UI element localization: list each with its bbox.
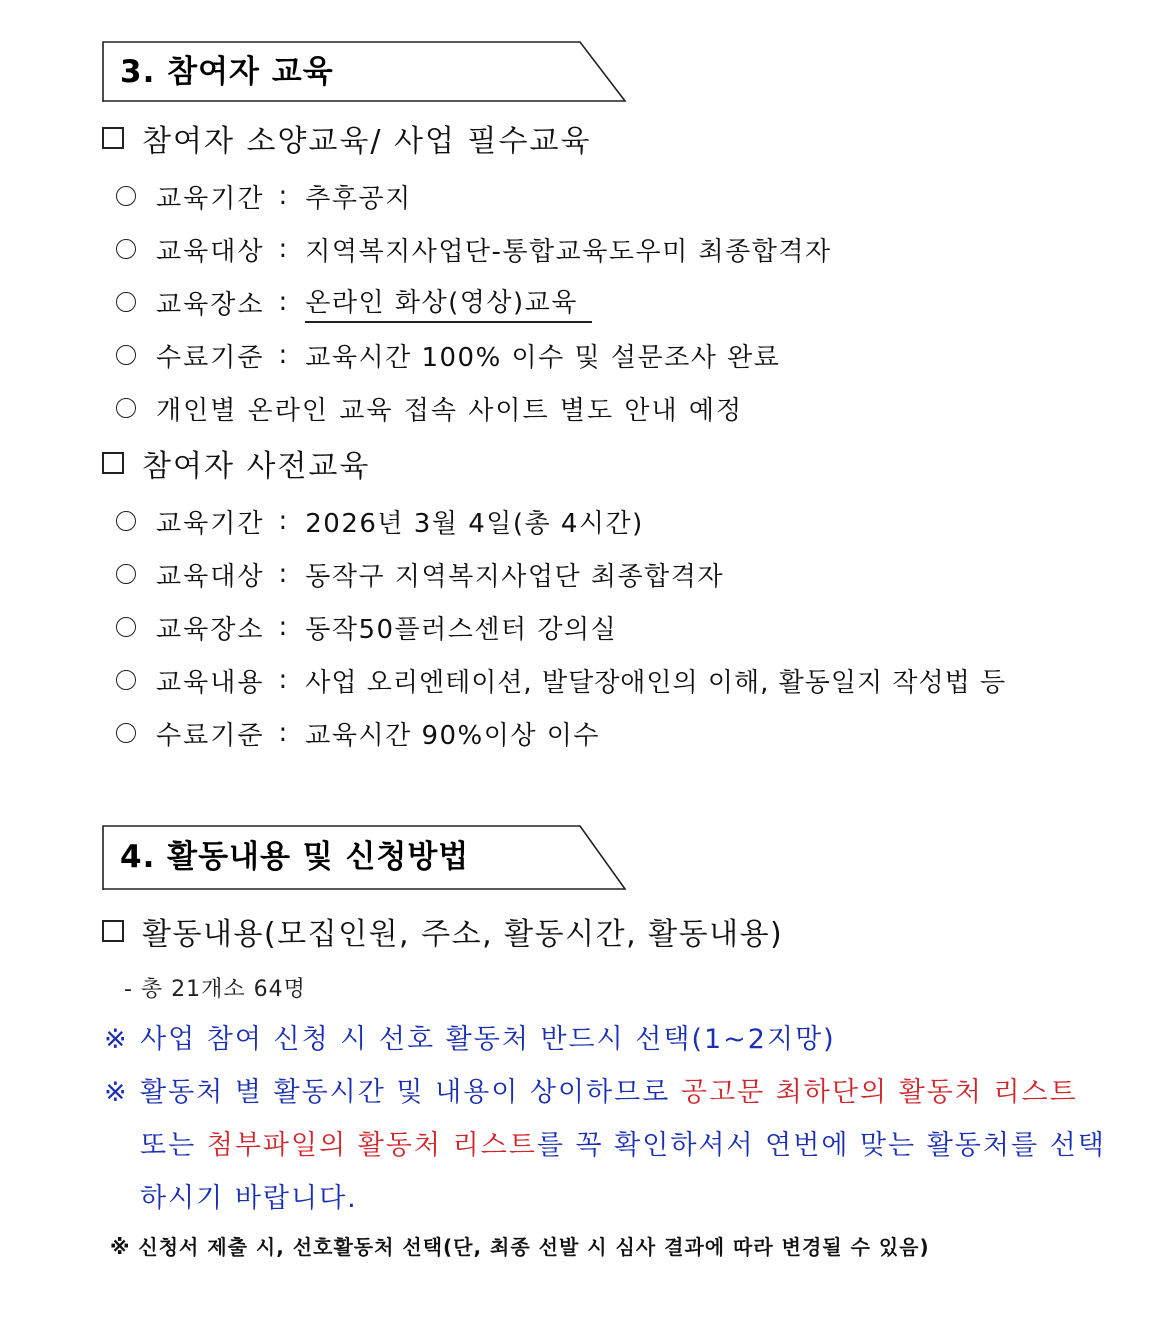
circle-bullet-icon [116,239,136,259]
section-3-title: 3. 참여자 교육 [120,54,334,90]
circle-bullet-icon [116,398,136,418]
notice-2-continued: 또는 첨부파일의 활동처 리스트를 꼭 확인하셔서 연번에 맞는 활동처를 선택 [140,1130,1106,1161]
circle-bullet-icon [116,292,136,312]
square-bullet-icon [102,127,124,149]
circle-bullet-icon [116,670,136,690]
section-4-heading: 활동내용(모집인원, 주소, 활동시간, 활동내용) [102,911,783,951]
section-4-header [102,825,628,887]
list-item: 교육내용 : 사업 오리엔테이션, 발달장애인의 이해, 활동일지 작성법 등 [116,662,1006,698]
list-item: 수료기준 : 교육시간 90%이상 이수 [116,715,600,751]
list-item: 교육장소 : 온라인 화상(영상)교육 [116,284,592,320]
summary-text: - 총 21개소 64명 [124,977,306,1002]
circle-bullet-icon [116,617,136,637]
notice-1: ※ 사업 참여 신청 시 선호 활동처 반드시 선택(1~2지망) [104,1024,836,1055]
circle-bullet-icon [116,345,136,365]
section-4-title: 4. 활동내용 및 신청방법 [120,839,470,875]
list-item: 교육기간 : 추후공지 [116,178,412,214]
list-item: 수료기준 : 교육시간 100% 이수 및 설문조사 완료 [116,337,780,373]
circle-bullet-icon [116,511,136,531]
list-item: 교육장소 : 동작50플러스센터 강의실 [116,609,617,645]
circle-bullet-icon [116,723,136,743]
notice-3: ※ 신청서 제출 시, 선호활동처 선택(단, 최종 선발 시 심사 결과에 따라 변경될 수 있음) [110,1235,930,1259]
list-item: 교육대상 : 지역복지사업단-통합교육도우미 최종합격자 [116,231,832,267]
group-1-heading: 참여자 소양교육/ 사업 필수교육 [102,118,591,158]
square-bullet-icon [102,452,124,474]
notice-2: ※ 활동처 별 활동시간 및 내용이 상이하므로 공고문 최하단의 활동처 리스트 [104,1077,1078,1108]
group-2-heading: 참여자 사전교육 [102,443,370,483]
square-bullet-icon [102,920,124,942]
notice-2-end: 하시기 바랍니다. [140,1183,358,1214]
list-item: 교육기간 : 2026년 3월 4일(총 4시간) [116,503,644,539]
list-item: 개인별 온라인 교육 접속 사이트 별도 안내 예정 [116,390,743,426]
circle-bullet-icon [116,564,136,584]
circle-bullet-icon [116,186,136,206]
section-3-header [102,41,628,103]
list-item: 교육대상 : 동작구 지역복지사업단 최종합격자 [116,556,724,592]
